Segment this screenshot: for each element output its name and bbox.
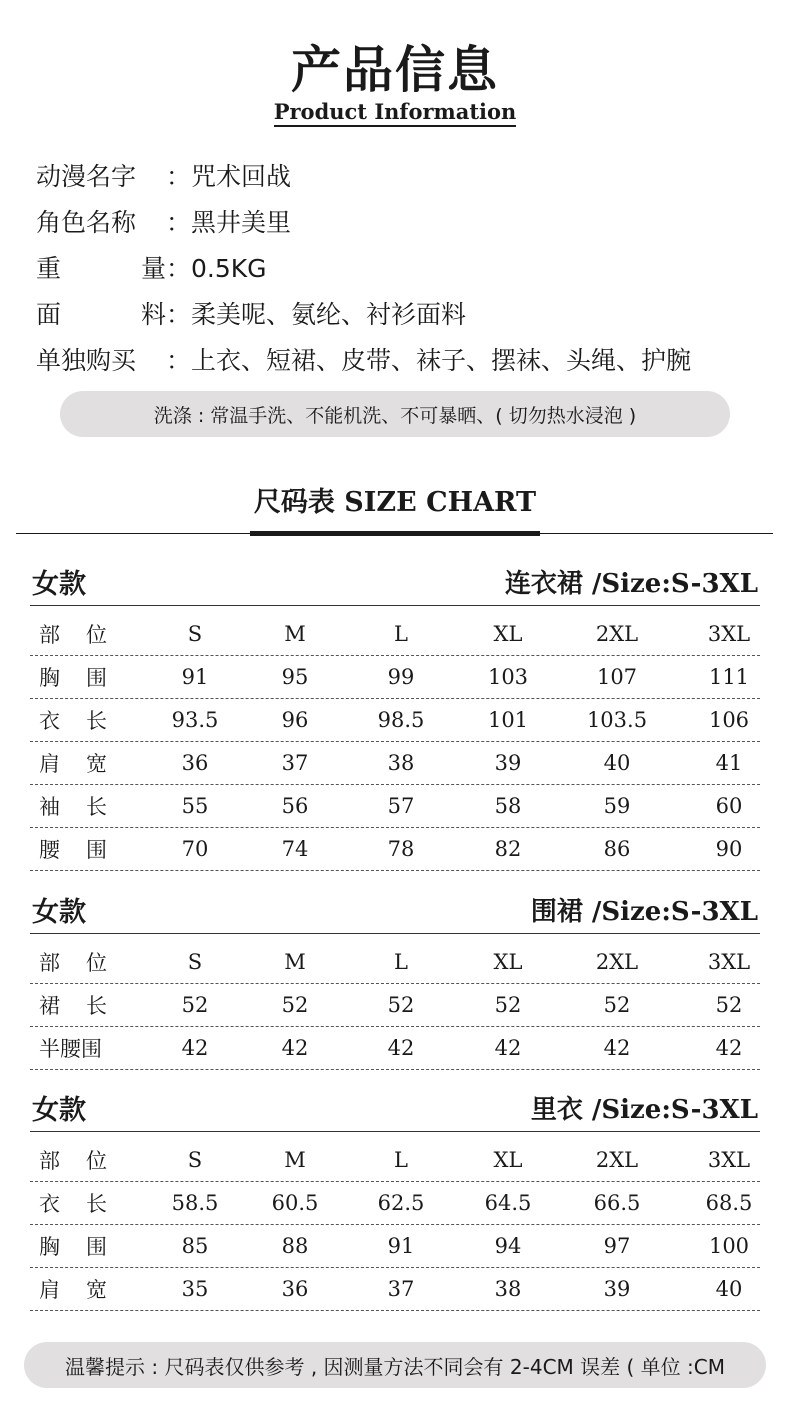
info-row-anime — [36, 152, 691, 198]
table-cell: 64.5 — [484, 1191, 532, 1215]
size-header: M — [284, 1148, 306, 1172]
table-cell: 38 — [387, 751, 415, 775]
product-info-list — [36, 152, 691, 382]
table-cell: 39 — [603, 1277, 631, 1301]
info-label: 动漫名字 — [36, 162, 137, 191]
row-cells — [135, 828, 760, 870]
table-cell: 41 — [715, 751, 743, 775]
table-cell: 68.5 — [705, 1191, 753, 1215]
info-value: ：咒术回战 — [166, 162, 292, 191]
size-section-inner — [30, 1086, 760, 1311]
size-header: L — [394, 622, 408, 646]
info-value: ：0.5KG — [166, 254, 267, 283]
table-row — [30, 828, 760, 871]
table-cell: 37 — [281, 751, 309, 775]
table-cell: 42 — [603, 1036, 631, 1060]
table-cell: 60 — [715, 794, 743, 818]
info-label: 角色名称 — [36, 208, 137, 237]
row-label: 半腰围 — [39, 1037, 102, 1061]
size-header: S — [187, 1148, 203, 1172]
table-cell: 55 — [181, 794, 209, 818]
page-subtitle: Product Information — [0, 99, 790, 124]
table-row — [30, 1027, 760, 1070]
table-cell: 97 — [603, 1234, 631, 1258]
info-value: ：柔美呢、氨纶、衬衫面料 — [166, 300, 467, 329]
table-cell: 62.5 — [377, 1191, 425, 1215]
table-cell: 90 — [715, 837, 743, 861]
table-cell: 58 — [494, 794, 522, 818]
size-header: 3XL — [707, 1148, 751, 1172]
section-garment: 围裙 /Size:S-3XL — [530, 897, 758, 927]
table-row — [30, 1268, 760, 1311]
info-row-weight — [36, 244, 691, 290]
table-row — [30, 1182, 760, 1225]
table-cell: 56 — [281, 794, 309, 818]
table-cell: 91 — [181, 665, 209, 689]
section-category: 女款 — [32, 897, 86, 928]
row-cells — [135, 1182, 760, 1224]
table-cell: 88 — [281, 1234, 309, 1258]
row-label: 袖 长 — [39, 795, 107, 819]
table-cell: 103.5 — [586, 708, 648, 732]
row-cells — [135, 984, 760, 1026]
section-garment: 连衣裙 /Size:S-3XL — [504, 569, 758, 599]
section-header — [30, 560, 760, 606]
table-cell: 107 — [596, 665, 638, 689]
table-cell: 96 — [281, 708, 309, 732]
table-cell: 42 — [387, 1036, 415, 1060]
table-cell: 52 — [181, 993, 209, 1017]
table-row — [30, 785, 760, 828]
size-header: S — [187, 950, 203, 974]
table-cell: 59 — [603, 794, 631, 818]
row-label: 胸 围 — [39, 666, 107, 690]
row-label: 衣 长 — [39, 1192, 107, 1216]
info-label: 单独购买 — [36, 346, 137, 375]
section-garment: 里衣 /Size:S-3XL — [530, 1095, 758, 1125]
table-cell: 103 — [487, 665, 529, 689]
table-cell: 38 — [494, 1277, 522, 1301]
size-section-dress — [30, 560, 760, 871]
row-label: 部 位 — [39, 1149, 107, 1173]
row-label: 胸 围 — [39, 1235, 107, 1259]
info-row-separate-purchase — [36, 336, 691, 382]
row-cells — [135, 1027, 760, 1069]
size-chart-title: 尺码表 SIZE CHART — [253, 487, 537, 518]
table-header-row — [30, 941, 760, 984]
table-cell: 42 — [494, 1036, 522, 1060]
size-header: L — [394, 950, 408, 974]
table-cell: 95 — [281, 665, 309, 689]
table-cell: 40 — [603, 751, 631, 775]
size-header: 2XL — [595, 622, 639, 646]
size-section-apron — [30, 888, 760, 1070]
section-header — [30, 888, 760, 934]
page-title: 产品信息 — [291, 40, 499, 99]
table-cell: 52 — [387, 993, 415, 1017]
table-cell: 52 — [494, 993, 522, 1017]
row-label: 部 位 — [39, 951, 107, 975]
info-row-character — [36, 198, 691, 244]
table-cell: 70 — [181, 837, 209, 861]
table-cell: 86 — [603, 837, 631, 861]
table-cell: 42 — [181, 1036, 209, 1060]
table-cell: 101 — [487, 708, 529, 732]
table-cell: 52 — [715, 993, 743, 1017]
info-value: ：上衣、短裙、皮带、袜子、摆袜、头绳、护腕 — [166, 346, 692, 375]
row-cells — [135, 699, 760, 741]
table-cell: 111 — [708, 665, 750, 689]
size-header: XL — [493, 622, 523, 646]
table-cell: 36 — [281, 1277, 309, 1301]
section-category: 女款 — [32, 569, 86, 600]
table-cell: 66.5 — [593, 1191, 641, 1215]
size-header: XL — [493, 950, 523, 974]
size-table — [30, 613, 760, 871]
section-category: 女款 — [32, 1095, 86, 1126]
row-cells — [135, 1225, 760, 1267]
row-label: 衣 长 — [39, 709, 107, 733]
size-header: 3XL — [707, 622, 751, 646]
divider-accent — [250, 531, 540, 536]
table-cell: 39 — [494, 751, 522, 775]
table-cell: 52 — [603, 993, 631, 1017]
size-header: 2XL — [595, 950, 639, 974]
table-cell: 85 — [181, 1234, 209, 1258]
size-header: L — [394, 1148, 408, 1172]
size-header: M — [284, 622, 306, 646]
table-cell: 35 — [181, 1277, 209, 1301]
table-cell: 57 — [387, 794, 415, 818]
size-table — [30, 1139, 760, 1311]
size-header: M — [284, 950, 306, 974]
row-cells — [135, 656, 760, 698]
table-cell: 36 — [181, 751, 209, 775]
section-header — [30, 1086, 760, 1132]
table-cell: 98.5 — [377, 708, 425, 732]
table-cell: 58.5 — [171, 1191, 219, 1215]
size-header: XL — [493, 1148, 523, 1172]
table-cell: 74 — [281, 837, 309, 861]
table-cell: 40 — [715, 1277, 743, 1301]
info-label: 重 量 — [36, 254, 166, 283]
row-label: 肩 宽 — [39, 1278, 107, 1302]
info-label: 面 料 — [36, 300, 166, 329]
table-cell: 52 — [281, 993, 309, 1017]
table-cell: 100 — [708, 1234, 750, 1258]
table-cell: 93.5 — [171, 708, 219, 732]
table-cell: 82 — [494, 837, 522, 861]
table-cell: 42 — [281, 1036, 309, 1060]
table-cell: 94 — [494, 1234, 522, 1258]
table-cell: 91 — [387, 1234, 415, 1258]
table-cell: 78 — [387, 837, 415, 861]
table-row — [30, 1225, 760, 1268]
row-cells — [135, 941, 760, 983]
row-label: 部 位 — [39, 623, 107, 647]
table-row — [30, 699, 760, 742]
table-cell: 106 — [708, 708, 750, 732]
size-table — [30, 941, 760, 1070]
table-row — [30, 984, 760, 1027]
wash-instructions: 洗涤 : 常温手洗、不能机洗、不可暴晒、( 切勿热水浸泡 ) — [60, 391, 730, 437]
table-header-row — [30, 1139, 760, 1182]
size-header: S — [187, 622, 203, 646]
measurement-tip: 温馨提示 : 尺码表仅供参考 , 因测量方法不同会有 2-4CM 误差 ( 单位 :CM — [24, 1342, 766, 1388]
table-cell: 60.5 — [271, 1191, 319, 1215]
row-label: 腰 围 — [39, 838, 107, 862]
row-label: 裙 长 — [39, 994, 107, 1018]
info-value: ：黑井美里 — [166, 208, 292, 237]
size-header: 3XL — [707, 950, 751, 974]
table-header-row — [30, 613, 760, 656]
row-cells — [135, 785, 760, 827]
table-row — [30, 656, 760, 699]
table-cell: 37 — [387, 1277, 415, 1301]
row-cells — [135, 613, 760, 655]
info-row-fabric — [36, 290, 691, 336]
table-cell: 42 — [715, 1036, 743, 1060]
row-cells — [135, 742, 760, 784]
table-row — [30, 742, 760, 785]
table-cell: 99 — [387, 665, 415, 689]
row-cells — [135, 1139, 760, 1181]
row-cells — [135, 1268, 760, 1310]
size-header: 2XL — [595, 1148, 639, 1172]
row-label: 肩 宽 — [39, 752, 107, 776]
